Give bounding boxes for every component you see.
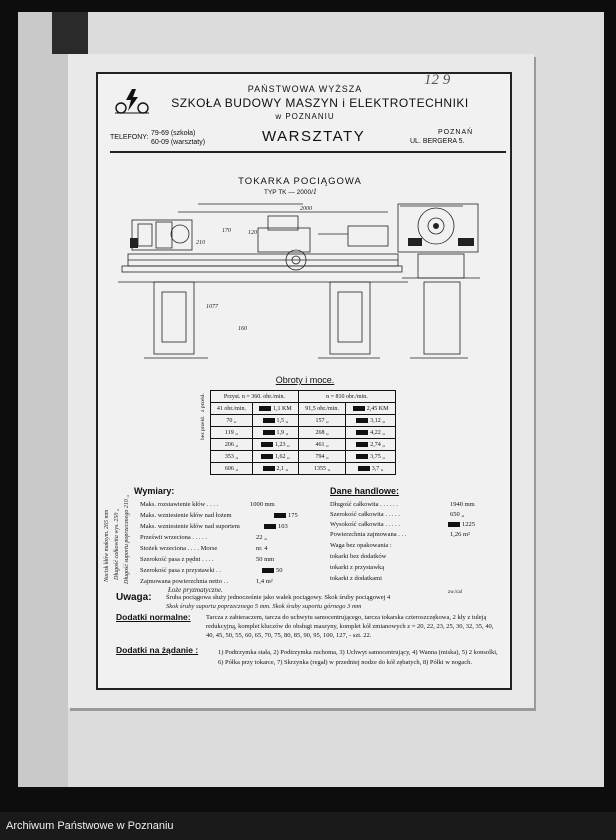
list-item-value: 103 [264,523,288,530]
table-cell: 1,1 KM [252,403,298,415]
table-cell: 206 „ [211,439,253,451]
handwritten-number: 12 9 [424,72,451,88]
list-item-value: 1225 [448,521,475,528]
phones-label: TELEFONY: [110,134,149,141]
optional-accessories-text: 1) Podtrzymka stała, 2) Podtrzymka ruchoma, 3) Uchwyt samocentrujący, 4) Wanna (miska), 5) 2 konsolki, 6) Półka przy tokarce, 7) Skrzynka (regał) w przedniej nodze do kół zębatych, 8) Półki w nogach. [218,649,498,666]
note-unit: zw./cal [448,590,462,595]
optional-accessories-label: Dodatki na żądanie : [116,645,199,655]
commercial-data-title: Dane handlowe: [330,486,400,496]
header-line2: SZKOŁA BUDOWY MASZYN i ELEKTROTECHNIKI [171,96,469,110]
table-cell: 41 obr./min. [211,403,253,415]
table-row [211,463,396,475]
drawing-label: 160 [238,326,247,332]
list-item: Szerokość pasa z pędni . . . . [140,556,214,563]
lathe-type: TYP TK — 2000/1 [264,187,317,196]
table-cell: 1,62 „ [252,451,298,463]
list-item: Maks. wzniesienie kłów nad łożem [140,512,232,519]
table-cell: 2,1 „ [252,463,298,475]
street-address: UL. BERGERA 5. [410,138,465,145]
workshops-heading: WARSZTATY [262,128,366,145]
phone-school: 79-69 (szkoła) [151,130,196,137]
rpm-table-title: Obroty i moce. [275,375,335,385]
handwritten-bed-note: Łoże pryzmatyczne. [168,586,223,594]
table-cell: 353 „ [211,451,253,463]
list-item: Szerokość całkowita . . . . . [330,511,400,518]
list-item: Prześwit wrzeciona . . . . . [140,534,207,541]
list-item: Powierzchnia zajmowana . . . [330,531,407,538]
list-item-value: 50 [262,567,283,574]
handwritten-screw-note: Skok śruby suportu poprzecznego 5 mm. Skok śruby suportu górnego 3 mm [166,603,362,610]
table-row [211,439,396,451]
table-cell: 3,12 „ [346,415,396,427]
table-cell: 1,5 „ [252,415,298,427]
drawing-label: 210 [196,240,205,246]
list-item: Maks. rozstawienie kłów . . . . [140,501,219,508]
rpm-table [210,390,396,475]
list-item-value: 1000 mm [250,501,275,508]
list-item-value: 1940 mm [450,501,475,508]
drawing-label: 1077 [206,304,218,310]
list-item: Zajmowana powierzchnia netto . . [140,578,229,585]
archive-footer [0,812,616,840]
list-item: Waga bez opakowania : [330,542,392,549]
table-cell: 70 „ [211,415,253,427]
header-line1: PAŃSTWOWA WYŻSZA [247,84,363,94]
table-cell: 1355 „ [298,463,345,475]
city: POZNAŃ [438,129,474,136]
list-item: Maks. wzniesienie kłów nad suportem [140,523,240,530]
list-item: Szerokość pasa z przystawki . . [140,567,222,574]
table-cell: 1,9 „ [252,427,298,439]
table-header: Przyst. n = 360. obr./min. [211,391,299,403]
standard-accessories-text: Tarcza z zabieraczem, tarcza do uchwytu samocentrującego, tarcza tokarska czteroszczękowa, 2 kły z tuleją redukcyjną, komplet kluczów do obsługi maszyny, komplet kół zmianowych z = 20, 22, 23, 25, 30, 32, 35, 40, 40, 45, 50, 55, 60, 65, 70, 75, 80, 85, 90, 95, 100, 127, - szt. 22. [206,614,494,639]
table-cell: 794 „ [298,451,345,463]
table-cell: 119 „ [211,427,253,439]
handwritten-side-note: Długość całkowita wys. 250 „ [114,507,120,580]
side-label-right: z przekł. [200,393,206,412]
side-label-left: bez przekł. [200,415,206,440]
list-item-value: nr. 4 [256,545,268,552]
handwritten-side-note: Długość suportu poprzecznego 210 „ [124,494,130,584]
handwritten-side-note: Nacisk kłów maksym. 265 mm [104,509,110,582]
note-label: Uwaga: [116,592,152,603]
note-text: Śruba pociągowa służy jednocześnie jako wałek pociągowy. Skok śruby pociągowej 4 [166,594,391,601]
list-item: Stożek wrzeciona . . . . Morse [140,545,218,552]
drawing-label: 2000 [300,206,312,212]
table-cell: 2,45 KM [346,403,396,415]
list-item-value: 650 „ [450,511,465,518]
table-cell: 157 „ [298,415,345,427]
board-shadow [52,12,88,54]
table-cell: 461 „ [298,439,345,451]
table-header: n = 810 obr./min. [298,391,395,403]
archive-credit: Archiwum Państwowe w Poznaniu [6,820,174,832]
table-cell: 4,22 „ [346,427,396,439]
table-cell: 3,7 „ [346,463,396,475]
table-cell: 1,23 „ [252,439,298,451]
table-cell: 606 „ [211,463,253,475]
board-edge [18,12,68,787]
list-item-value: 22 „ [256,534,268,541]
list-item: Wysokość całkowita . . . . . [330,521,400,528]
phone-workshops: 60-09 (warsztaty) [151,139,206,146]
header-line3: w POZNANIU [275,112,335,121]
drawing-label: 120 [248,230,257,236]
table-row [211,415,396,427]
list-item-value: 50 mm [256,556,275,563]
list-item: tokarki bez dodatków [330,553,387,560]
table-cell: 2,74 „ [346,439,396,451]
lathe-drawing [118,198,488,366]
list-item: tokarki z dodatkami [330,575,382,582]
table-cell: 268 „ [298,427,345,439]
header-divider [110,151,506,153]
table-row [211,427,396,439]
drawing-label: 170 [222,228,231,234]
table-row [211,451,396,463]
list-item-value: 1,4 m² [256,578,273,585]
list-item: Długość całkowita . . . . . . [330,501,399,508]
lathe-title: TOKARKA POCIĄGOWA [238,176,362,187]
list-item: tokarki z przystawką [330,564,385,571]
standard-accessories-label: Dodatki normalne: [116,612,191,622]
table-cell: 3,75 „ [346,451,396,463]
list-item-value: 1,26 m² [450,531,471,538]
table-cell: 91,5 obr./min. [298,403,345,415]
dimensions-title: Wymiary: [134,486,175,496]
table-row [211,403,396,415]
list-item-value: 175 [274,512,298,519]
table-row [211,391,396,403]
